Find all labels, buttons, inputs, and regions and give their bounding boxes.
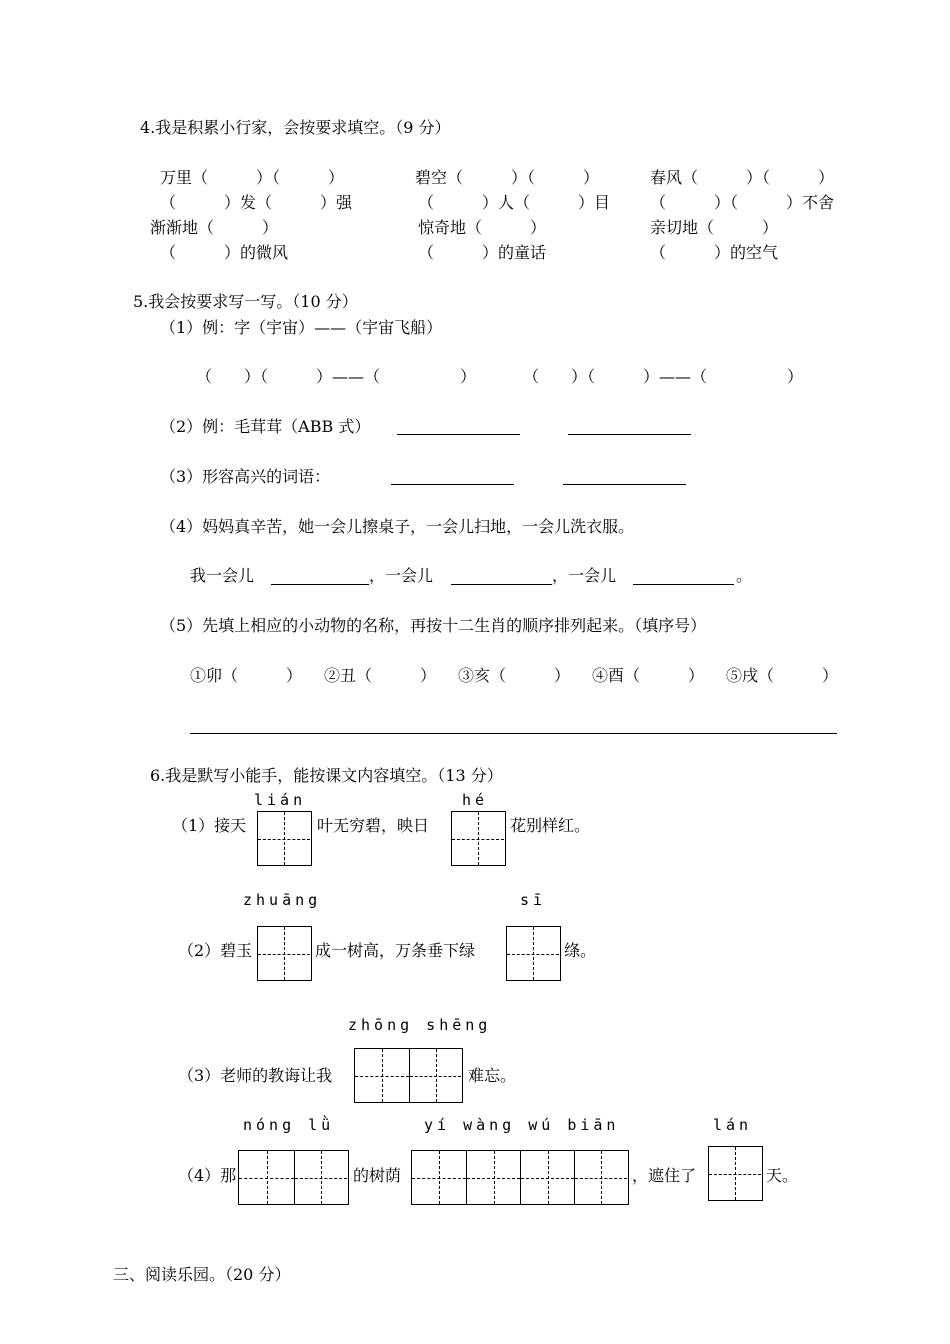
q5-s2-answer-line-1[interactable]	[397, 434, 520, 435]
q4-row1-col3: 春风（ ）（ ）	[650, 168, 835, 187]
tianzige-cell[interactable]	[466, 1151, 520, 1204]
q5-s5-item-3: ③亥（ ）	[458, 666, 571, 685]
q5-s4-b: ，一会儿	[369, 566, 434, 585]
tianzige-cell[interactable]	[507, 927, 559, 980]
q5-s4-answer-line-1[interactable]	[271, 584, 369, 585]
q4-row2-col3: （ ）（ ）不舍	[650, 193, 835, 212]
q5-s3: （3）形容高兴的词语：	[160, 467, 331, 486]
q6-l2-pinyin-2: sī	[520, 891, 547, 909]
q6-l1-pinyin-1: lián	[254, 791, 307, 809]
tianzige-cell[interactable]	[409, 1049, 461, 1102]
q6-l2-grid-2[interactable]	[506, 926, 561, 981]
q5-s4: （4）妈妈真辛苦，她一会儿擦桌子，一会儿扫地，一会儿洗衣服。	[160, 517, 635, 536]
q6-l2-pre: （2）碧玉	[178, 941, 253, 960]
q5-s4-answer-line-3[interactable]	[633, 584, 734, 585]
q4-row4-col2: （ ）的童话	[418, 243, 547, 262]
q6-l2-pinyin-1: zhuāng	[243, 891, 322, 909]
q5-s4-end: 。	[736, 566, 753, 585]
q6-l1-pinyin-2: hé	[462, 791, 489, 809]
q4-row2-col2: （ ）人（ ）目	[418, 193, 611, 212]
q5-s5-item-2: ②丑（ ）	[324, 666, 437, 685]
tianzige-cell[interactable]	[258, 927, 310, 980]
q4-row4-col3: （ ）的空气	[650, 243, 779, 262]
q5-s4-c: ，一会儿	[552, 566, 617, 585]
tianzige-cell[interactable]	[709, 1147, 761, 1200]
q5-s5-answer-line[interactable]	[190, 733, 837, 734]
q6-l3-post: 难忘。	[468, 1066, 517, 1085]
q4-row4-col1: （ ）的微风	[160, 243, 289, 262]
q4-row2-col1: （ ）发（ ）强	[160, 193, 353, 212]
q6-l4-grid-1[interactable]	[238, 1150, 349, 1205]
q6-l3-pinyin-1: zhōng shēng	[348, 1016, 492, 1034]
q4-row1-col1: 万里（ ）（ ）	[160, 168, 345, 187]
q6-l4-grid-2[interactable]	[411, 1150, 629, 1205]
q5-s2-answer-line-2[interactable]	[568, 434, 691, 435]
tianzige-cell[interactable]	[239, 1151, 294, 1204]
q6-l3-grid[interactable]	[354, 1048, 463, 1103]
q6-l4-pre: （4）那	[178, 1166, 237, 1185]
q6-l2-mid: 成一树高，万条垂下绿	[315, 941, 476, 960]
q6-l4-pinyin-1: nóng lǜ	[243, 1116, 335, 1134]
q5-s4-answer-line-2[interactable]	[451, 584, 552, 585]
q5-title: 5.我会按要求写一写。（10 分）	[133, 292, 358, 311]
q6-l1-post: 花别样红。	[510, 816, 591, 835]
q6-l4-post: 天。	[766, 1166, 799, 1185]
q6-l1-mid: 叶无穷碧，映日	[317, 816, 430, 835]
tianzige-cell[interactable]	[452, 812, 504, 865]
q6-l2-post: 绦。	[564, 941, 597, 960]
q5-s3-answer-line-2[interactable]	[563, 484, 686, 485]
q5-s5-item-5: ⑤戌（ ）	[726, 666, 839, 685]
q6-l4-pinyin-3: lán	[713, 1116, 753, 1134]
q6-l4-pinyin-2: yí wàng wú biān	[424, 1116, 620, 1134]
q6-l1-grid-1[interactable]	[257, 811, 312, 866]
q5-s5: （5）先填上相应的小动物的名称，再按十二生肖的顺序排列起来。（填序号）	[160, 616, 707, 635]
q6-l3-pre: （3）老师的教诲让我	[178, 1066, 333, 1085]
q5-s2: （2）例：毛茸茸（ABB 式）	[160, 417, 371, 436]
q6-l4-grid-3[interactable]	[708, 1146, 763, 1201]
q5-s1-example: （1）例：字（宇宙）——（宇宙飞船）	[160, 318, 443, 337]
q4-row3-col1: 渐渐地（ ）	[150, 218, 279, 237]
q6-l1-pre: （1）接天	[172, 816, 247, 835]
q5-s5-item-1: ①卯（ ）	[190, 666, 303, 685]
q6-l4-mid: 的树荫	[353, 1166, 402, 1185]
q5-s1-blank-a: （ ）（ ）——（ ）	[196, 367, 477, 386]
q4-row3-col2: 惊奇地（ ）	[418, 218, 547, 237]
tianzige-cell[interactable]	[258, 812, 310, 865]
q6-l2-grid-1[interactable]	[257, 926, 312, 981]
tianzige-cell[interactable]	[520, 1151, 574, 1204]
tianzige-cell[interactable]	[412, 1151, 466, 1204]
q4-row3-col3: 亲切地（ ）	[650, 218, 779, 237]
q5-s3-answer-line-1[interactable]	[391, 484, 514, 485]
q5-s4-a: 我一会儿	[190, 566, 255, 585]
section3-title: 三、阅读乐园。（20 分）	[113, 1265, 291, 1284]
q5-s1-blank-b: （ ）（ ）——（ ）	[523, 367, 804, 386]
q5-s5-item-4: ④酉（ ）	[592, 666, 705, 685]
q4-row1-col2: 碧空（ ）（ ）	[415, 168, 600, 187]
tianzige-cell[interactable]	[574, 1151, 627, 1204]
q4-title: 4.我是积累小行家，会按要求填空。（9 分）	[140, 118, 451, 137]
tianzige-cell[interactable]	[355, 1049, 409, 1102]
q6-l1-grid-2[interactable]	[451, 811, 506, 866]
tianzige-cell[interactable]	[294, 1151, 347, 1204]
q6-l4-mid2: ，遮住了	[632, 1166, 697, 1185]
q6-title: 6.我是默写小能手，能按课文内容填空。（13 分）	[150, 766, 503, 785]
